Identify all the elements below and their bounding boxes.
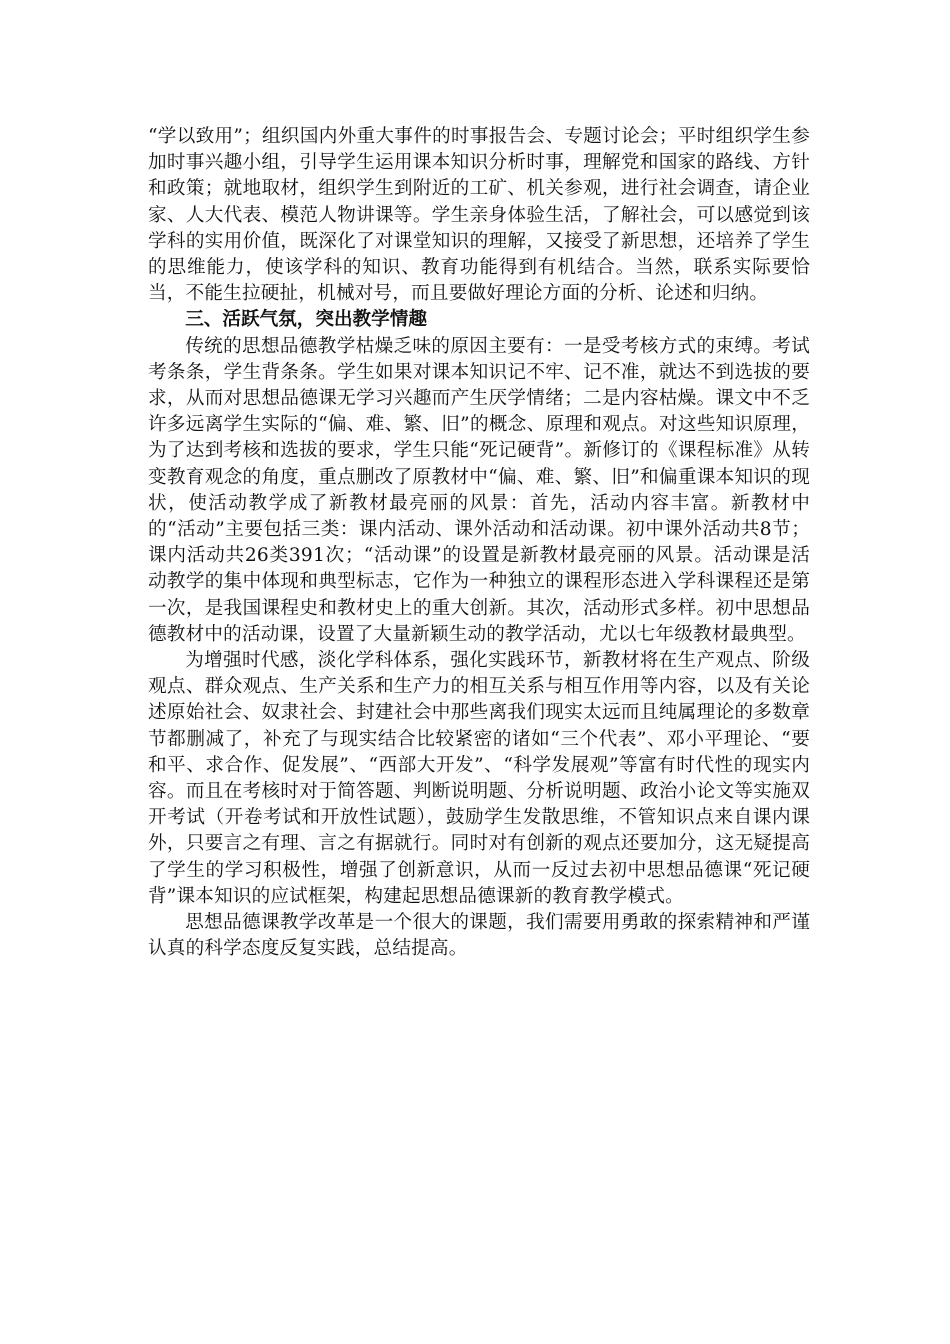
body-paragraph: 传统的思想品德教学枯燥乏味的原因主要有：一是受考核方式的束缚。考试考条条，学生背条条。学生如果对课本知识记不牢、记不准，就达不到选拔的要求，从而对思想品德课无学习兴趣而产生厌学情绪；二是内容枯燥。课文中不乏许多远离学生实际的“偏、难、繁、旧”的概念、原理和观点。对这些知识原理，为了达到考核和选拔的要求，学生只能“死记硬背”。新修订的《课程标准》从转变教育观念的角度，重点删改了原教材中“偏、难、繁、旧”和偏重课本知识的现状，使活动教学成了新教材最亮丽的风景：首先，活动内容丰富。新教材中的“活动”主要包括三类：课内活动、课外活动和活动课。初中课外活动共8节；课内活动共26类391次；“活动课”的设置是新教材最亮丽的风景。活动课是活动教学的集中体现和典型标志，它作为一种独立的课程形态进入学科课程还是第一次，是我国课程史和教材史上的重大创新。其次，活动形式多样。初中思想品德教材中的活动课，设置了大量新颖生动的教学活动，尤以七年级教材最典型。 [148, 335, 810, 645]
body-paragraph: 为增强时代感，淡化学科体系，强化实践环节，新教材将在生产观点、阶级观点、群众观点、生产关系和生产力的相互关系与相互作用等内容，以及有关论述原始社会、奴隶社会、封建社会中那些离我们现实太远而且纯属理论的多数章节都删减了，补充了与现实结合比较紧密的诸如“三个代表”、邓小平理论、“要和平、求合作、促发展”、“西部大开发”、“科学发展观”等富有时代性的现实内容。而且在考核时对于简答题、判断说明题、分析说明题、政治小论文等实施双开考试（开卷考试和开放性试题），鼓励学生发散思维，不管知识点来自课内课外，只要言之有理、言之有据就行。同时对有创新的观点还要加分，这无疑提高了学生的学习积极性，增强了创新意识，从而一反过去初中思想品德课“死记硬背”课本知识的应试框架，构建起思想品德课新的教育教学模式。 [148, 650, 810, 907]
body-paragraph: “学以致用”；组织国内外重大事件的时事报告会、专题讨论会；平时组织学生参加时事兴趣小组，引导学生运用课本知识分析时事，理解党和国家的路线、方针和政策；就地取材，组织学生到附近的工矿、机关参观，进行社会调查，请企业家、人大代表、模范人物讲课等。学生亲身体验生活，了解社会，可以感觉到该学科的实用价值，既深化了对课堂知识的理解，又接受了新思想，还培养了学生的思维能力，使该学科的知识、教育功能得到有机结合。当然，联系实际要恰当，不能生拉硬扯，机械对号，而且要做好理论方面的分析、论述和归纳。 [148, 126, 810, 305]
document-page [148, 124, 810, 963]
body-paragraph: 思想品德课教学改革是一个很大的课题，我们需要用勇敢的探索精神和严谨认真的科学态度反复实践，总结提高。 [148, 912, 810, 960]
section-heading: 三、活跃气氛，突出教学情趣 [185, 309, 427, 331]
